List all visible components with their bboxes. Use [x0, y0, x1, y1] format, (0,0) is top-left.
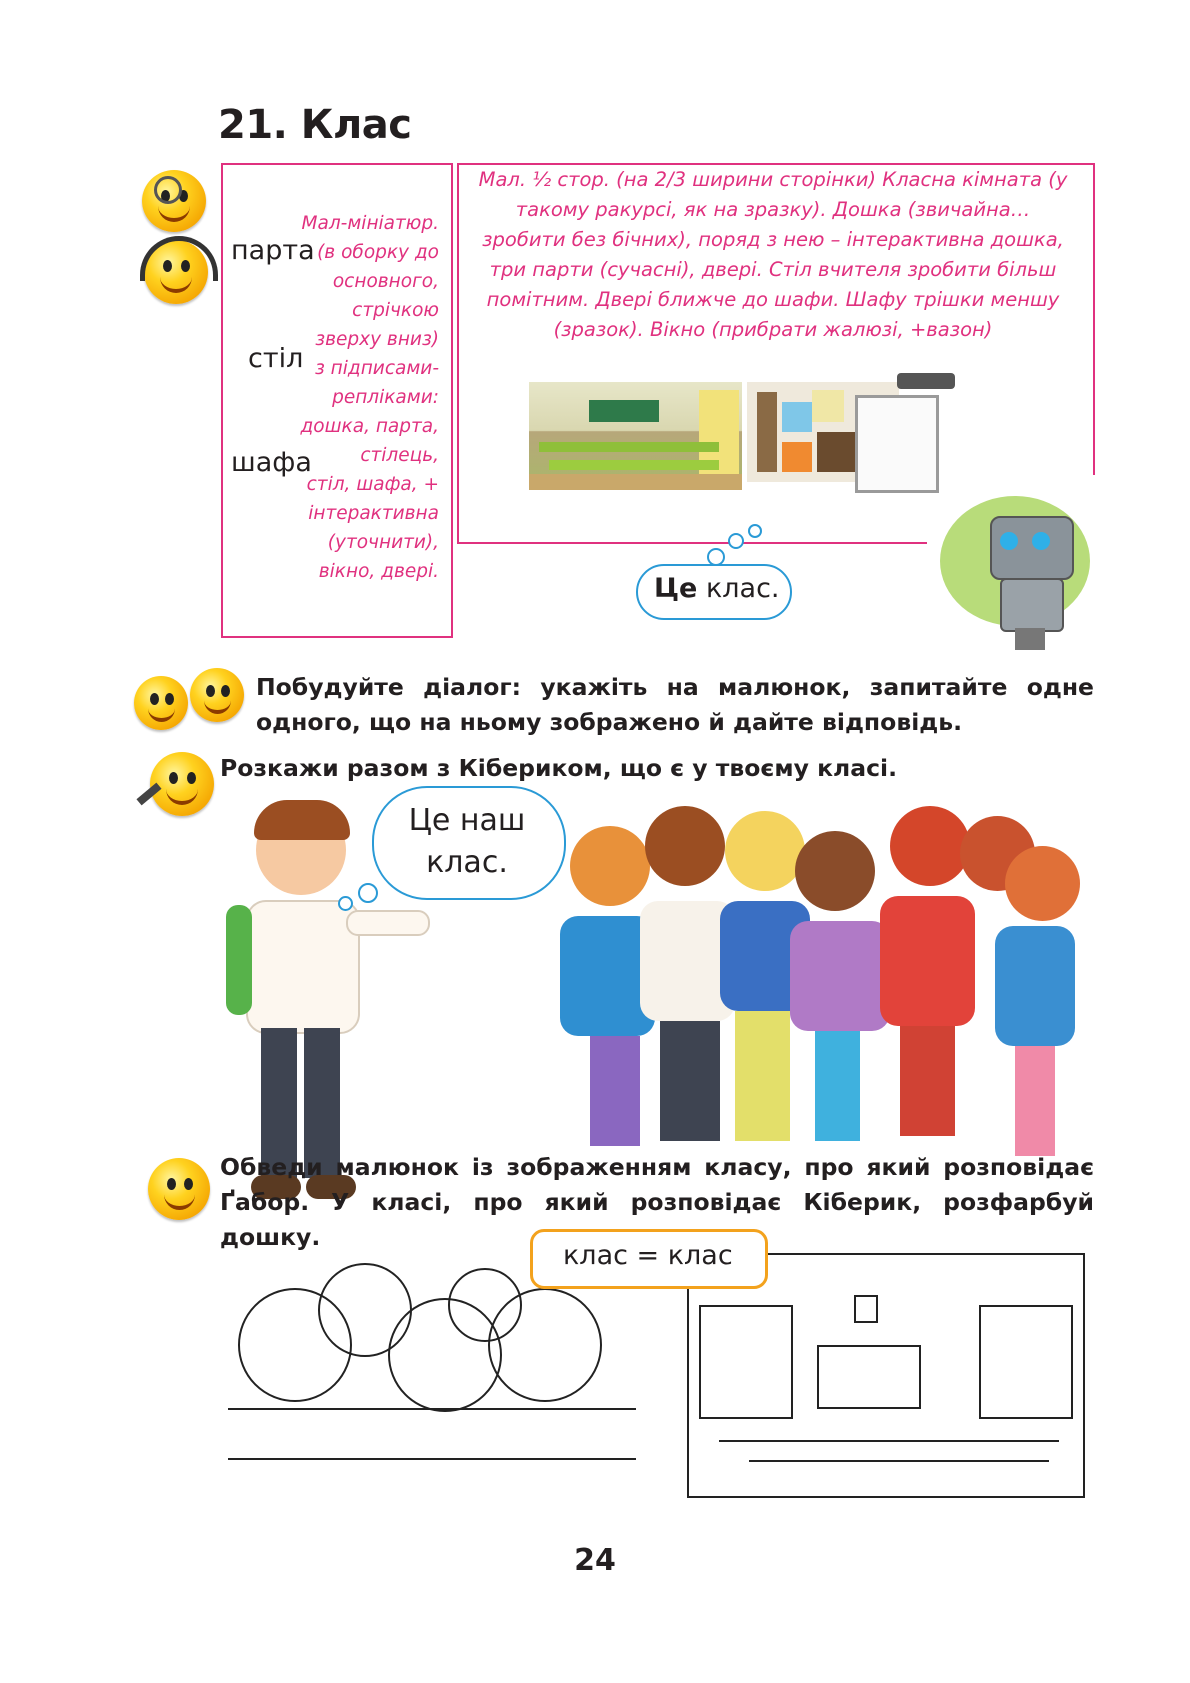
- robot-speech-text: Це клас.: [654, 573, 780, 604]
- page-number: 24: [574, 1543, 616, 1578]
- task-circle: Обведи малюнок із зображенням класу, про який розповідає Ґабор. У класі, про який розповідає Кіберик, розфарбуй дошку.: [220, 1153, 1094, 1251]
- note-line: Мал-мініатюр.: [301, 213, 439, 234]
- blackboard: [817, 1345, 921, 1409]
- note-line: стіл, шафа, +: [306, 474, 439, 495]
- note-line: інтерактивна: [308, 503, 439, 524]
- note-line: репліками:: [332, 387, 439, 408]
- robot-kiberyk-icon: [940, 496, 1090, 651]
- classroom-coloring-drawing: [687, 1253, 1085, 1498]
- note-line: (уточнити),: [327, 532, 439, 553]
- note-line: вікно, двері.: [318, 561, 439, 582]
- word-wardrobe: шафа: [231, 447, 312, 478]
- word-desk: парта: [231, 235, 315, 266]
- note-line: (в оборку до: [317, 242, 439, 263]
- bubble-dot: [358, 883, 378, 903]
- task-tell: Розкажи разом з Кібериком, що є у твоєму класі.: [220, 754, 898, 782]
- bubble-dot: [707, 548, 725, 566]
- projector-icon: [897, 373, 955, 389]
- phone-smiley-icon: [148, 1158, 210, 1220]
- page-title: 21. Клас: [218, 102, 412, 148]
- portrait: [854, 1295, 878, 1323]
- task-dialog: Побудуйте діалог: укажіть на малюнок, запитайте одне одного, що на ньому зображено й дайте відповідь.: [256, 673, 1094, 736]
- note-line: зверху вниз): [315, 329, 439, 350]
- miniature-note-box: [221, 163, 453, 638]
- children-group-illustration: [560, 806, 1080, 1206]
- headphones-smiley-icon: [144, 240, 208, 304]
- classroom-photo: [529, 382, 742, 490]
- boy-thought-text: [372, 800, 562, 884]
- microphone-smiley-icon: [150, 752, 214, 816]
- note-line: з підписами-: [314, 358, 439, 379]
- window: [979, 1305, 1073, 1419]
- note-line: основного,: [332, 271, 439, 292]
- illustration-note-box: [457, 163, 1095, 544]
- word-table: стіл: [248, 343, 304, 374]
- equation-text: клас = клас: [563, 1240, 733, 1271]
- bubble-line: клас.: [426, 845, 508, 880]
- illustration-note: Мал. ½ стор. (на 2/3 ширини сторінки) Класна кімната (у такому ракурсі, як на зразку). Дошка (звичайна… зробити без бічних), поряд з нею – інтерактивна дошка, три парти (сучасні), двері. Стіл вчителя зробити більш помітним. Двері ближче до шафи. Шафу трішки меншу (зразок). Вікно (прибрати жалюзі, +вазон): [478, 168, 1068, 341]
- dialog-smileys-icon: [190, 668, 244, 722]
- note-line: стрічкою: [352, 300, 439, 321]
- children-coloring-drawing: [228, 1258, 636, 1498]
- bubble-dot: [338, 896, 353, 911]
- bubble-dot: [728, 533, 744, 549]
- bubble-dot: [748, 524, 762, 538]
- magnifier-smiley-icon: [142, 170, 206, 232]
- interactive-whiteboard-photo: [855, 395, 939, 493]
- door: [699, 1305, 793, 1419]
- note-line: дошка, парта,: [300, 416, 439, 437]
- bubble-line: Це наш: [408, 803, 526, 838]
- note-line: стілець,: [360, 445, 439, 466]
- dialog-smileys-icon: [134, 676, 188, 730]
